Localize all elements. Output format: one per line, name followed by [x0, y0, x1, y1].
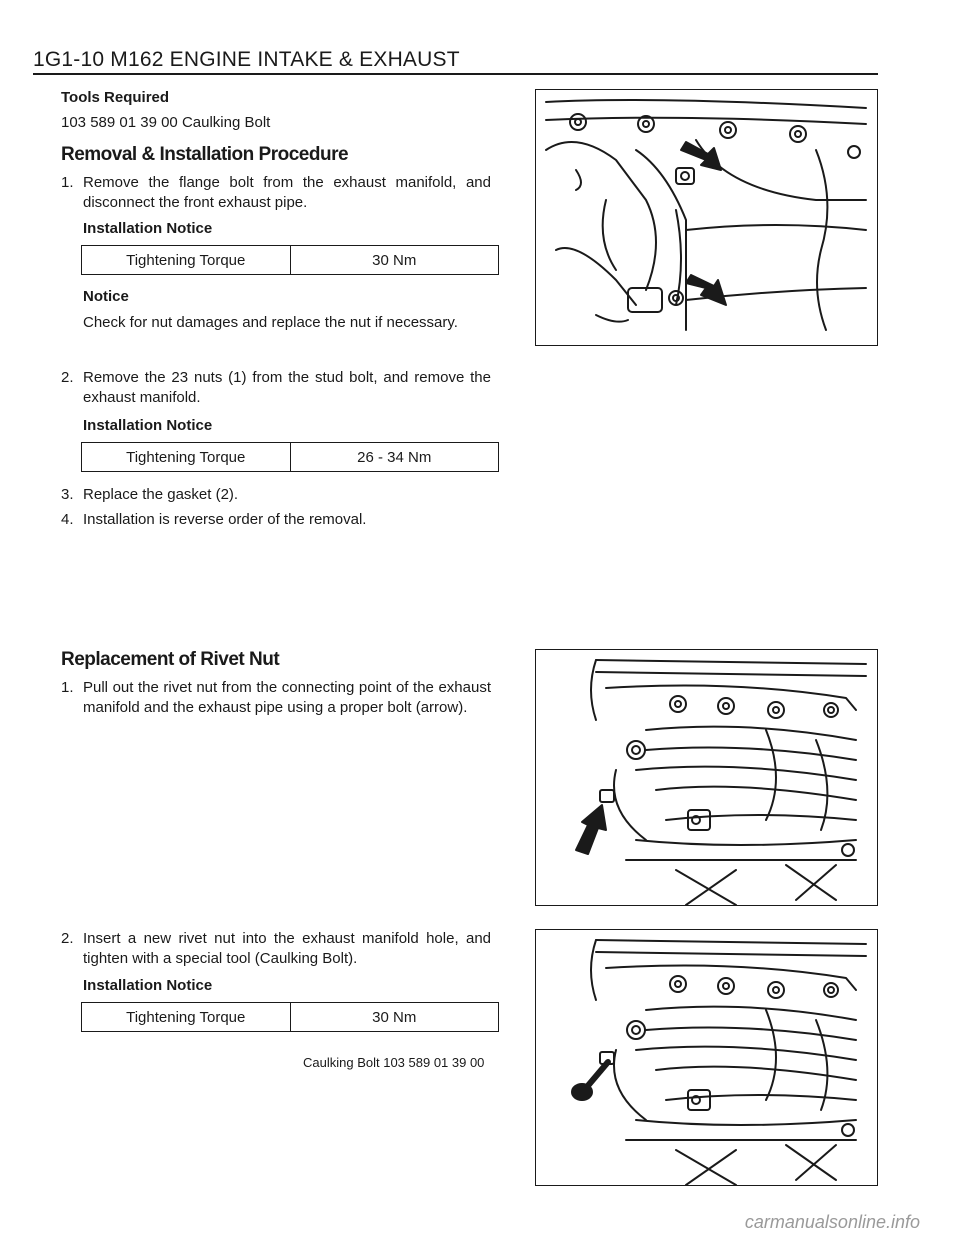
- step-number: 2.: [61, 369, 74, 386]
- tools-item: 103 589 01 39 00 Caulking Bolt: [61, 114, 271, 131]
- watermark: carmanualsonline.info: [744, 1212, 920, 1232]
- tools-heading: Tools Required: [61, 89, 170, 106]
- step-text: Installation is reverse order of the removal.: [83, 511, 367, 528]
- notice-text: Check for nut damages and replace the nut if necessary.: [83, 314, 458, 331]
- step-number: 4.: [61, 511, 74, 528]
- step-number: 2.: [61, 930, 74, 947]
- rivet-step-1: [61, 678, 491, 718]
- step-text: Remove the flange bolt from the exhaust manifold, and disconnect the front exhaust pipe.: [83, 174, 491, 211]
- step-number: 3.: [61, 486, 74, 503]
- removal-step-1: [61, 173, 491, 213]
- figure-rivet-removal: [535, 649, 878, 906]
- installation-notice-label: Installation Notice: [83, 977, 213, 994]
- step-number: 1.: [61, 174, 74, 191]
- installation-notice-label: Installation Notice: [83, 220, 213, 237]
- step-text: Remove the 23 nuts (1) from the stud bolt, and remove the exhaust manifold.: [83, 369, 491, 406]
- torque-value: 26 - 34 Nm: [290, 443, 499, 471]
- notice-heading: Notice: [83, 288, 129, 305]
- step-text: Replace the gasket (2).: [83, 486, 239, 503]
- figure-exhaust-flange: [535, 89, 878, 346]
- removal-step-4: [61, 510, 491, 530]
- rivet-section-title: Replacement of Rivet Nut: [61, 649, 280, 670]
- torque-label: Tightening Torque: [126, 1008, 246, 1026]
- rivet-step-2: [61, 929, 491, 969]
- torque-value: 30 Nm: [290, 1003, 499, 1031]
- step-text: Insert a new rivet nut into the exhaust manifold hole, and tighten with a special tool (Caulking Bolt).: [83, 930, 491, 967]
- removal-section-title: Removal & Installation Procedure: [61, 144, 349, 165]
- header-divider: [33, 73, 878, 75]
- step-number: 1.: [61, 679, 74, 696]
- figure-rivet-installation: [535, 929, 878, 1186]
- step-text: Pull out the rivet nut from the connecting point of the exhaust manifold and the exhaust pipe using a proper bolt (arrow).: [83, 679, 491, 716]
- torque-value: 30 Nm: [290, 246, 499, 274]
- removal-step-2: [61, 368, 491, 408]
- installation-notice-label: Installation Notice: [83, 417, 213, 434]
- torque-label: Tightening Torque: [126, 251, 246, 269]
- torque-label: Tightening Torque: [126, 448, 246, 466]
- removal-step-3: [61, 485, 491, 505]
- page-title: 1G1-10 M162 ENGINE INTAKE & EXHAUST: [33, 48, 460, 71]
- tool-caption: Caulking Bolt 103 589 01 39 00: [303, 1055, 485, 1070]
- torque-table-2: [81, 442, 499, 472]
- torque-table-3: [81, 1002, 499, 1032]
- torque-table-1: [81, 245, 499, 275]
